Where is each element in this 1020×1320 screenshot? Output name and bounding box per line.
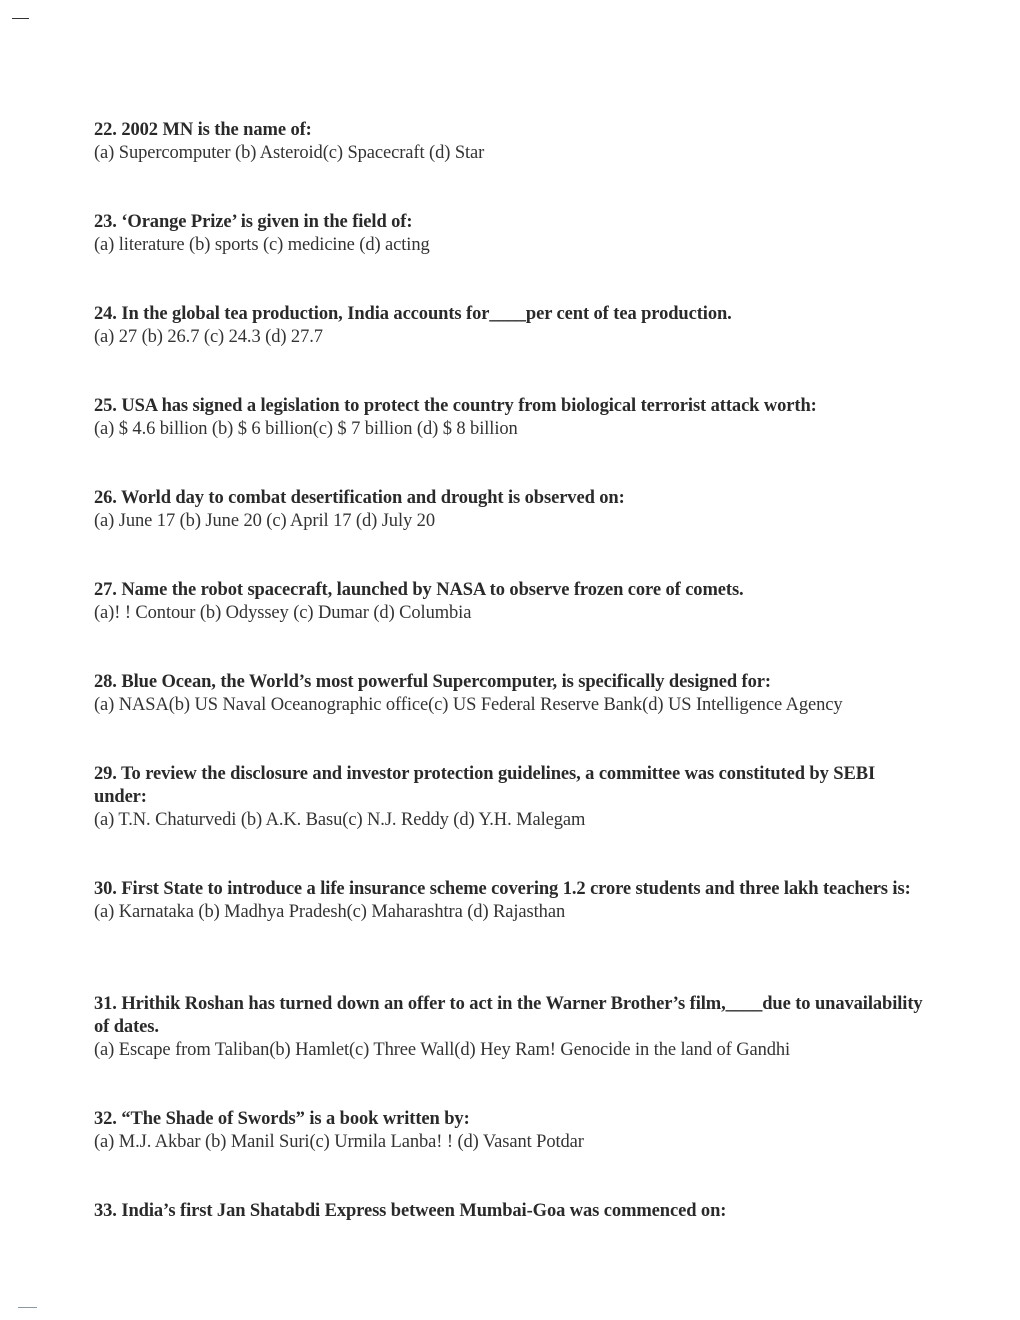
- question-title: 30. First State to introduce a life insurance scheme covering 1.2 crore students and three lakh teachers is:: [94, 879, 911, 899]
- question-title: 24. In the global tea production, India accounts for____per cent of tea production.: [94, 304, 732, 324]
- page-margin-mark-top: [12, 18, 29, 19]
- question-title: 29. To review the disclosure and investor protection guidelines, a committee was constituted by SEBI under:: [94, 764, 876, 807]
- question-29: [94, 763, 924, 832]
- question-22: [94, 119, 924, 165]
- question-options: (a) 27 (b) 26.7 (c) 24.3 (d) 27.7: [94, 327, 323, 347]
- question-title: 27. Name the robot spacecraft, launched by NASA to observe frozen core of comets.: [94, 580, 744, 600]
- question-title: 32. “The Shade of Swords” is a book written by:: [94, 1109, 470, 1129]
- question-26: [94, 487, 924, 533]
- question-options: (a) literature (b) sports (c) medicine (d) acting: [94, 235, 430, 255]
- question-title: 23. ‘Orange Prize’ is given in the field of:: [94, 212, 413, 232]
- question-33: [94, 1200, 924, 1223]
- question-title: 26. World day to combat desertification and drought is observed on:: [94, 488, 625, 508]
- question-options: (a) NASA(b) US Naval Oceanographic office(c) US Federal Reserve Bank(d) US Intelligence Agency: [94, 695, 843, 715]
- question-25: [94, 395, 924, 441]
- question-31: [94, 993, 924, 1062]
- question-options: (a)! ! Contour (b) Odyssey (c) Dumar (d) Columbia: [94, 603, 472, 623]
- question-23: [94, 211, 924, 257]
- question-30: [94, 878, 924, 924]
- question-options: (a) Escape from Taliban(b) Hamlet(c) Three Wall(d) Hey Ram! Genocide in the land of Gandhi: [94, 1040, 791, 1060]
- question-28: [94, 671, 924, 717]
- question-title: 31. Hrithik Roshan has turned down an offer to act in the Warner Brother’s film,____due to unavailability of dates.: [94, 994, 923, 1037]
- question-32: [94, 1108, 924, 1154]
- question-options: (a) $ 4.6 billion (b) $ 6 billion(c) $ 7 billion (d) $ 8 billion: [94, 419, 518, 439]
- question-options: (a) Karnataka (b) Madhya Pradesh(c) Maharashtra (d) Rajasthan: [94, 902, 566, 922]
- question-options: (a) Supercomputer (b) Asteroid(c) Spacecraft (d) Star: [94, 143, 485, 163]
- question-27: [94, 579, 924, 625]
- question-title: 25. USA has signed a legislation to protect the country from biological terrorist attack worth:: [94, 396, 817, 416]
- question-24: [94, 303, 924, 349]
- question-title: 33. India’s first Jan Shatabdi Express between Mumbai-Goa was commenced on:: [94, 1201, 727, 1221]
- question-options: (a) June 17 (b) June 20 (c) April 17 (d) July 20: [94, 511, 435, 531]
- question-title: 28. Blue Ocean, the World’s most powerful Supercomputer, is specifically designed for:: [94, 672, 771, 692]
- page-margin-mark-bottom: [18, 1307, 37, 1308]
- question-options: (a) M.J. Akbar (b) Manil Suri(c) Urmila Lanba! ! (d) Vasant Potdar: [94, 1132, 584, 1152]
- question-options: (a) T.N. Chaturvedi (b) A.K. Basu(c) N.J. Reddy (d) Y.H. Malegam: [94, 810, 586, 830]
- question-title: 22. 2002 MN is the name of:: [94, 120, 312, 140]
